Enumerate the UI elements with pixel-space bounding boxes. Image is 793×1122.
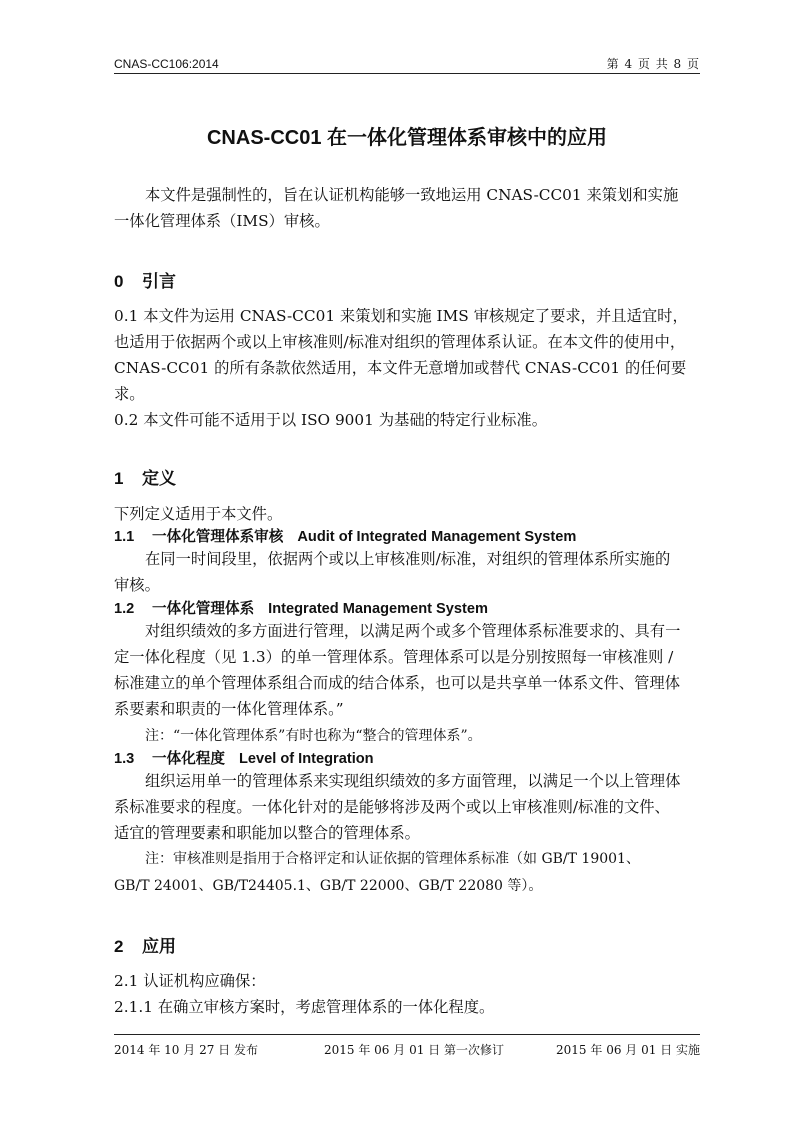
clause-0-1 (114, 303, 700, 407)
term-english: Level of Integration (238, 751, 374, 767)
section-number: 1 (114, 469, 124, 488)
term-number: 1.2 (114, 601, 135, 617)
term-line: 审核。 (114, 576, 160, 594)
term-line: 适宜的管理要素和职能加以整合的管理体系。 (114, 824, 420, 842)
issue-date: 2014 年 10 月 27 日 发布 (114, 1043, 258, 1057)
intro-line: 一体化管理体系（IMS）审核。 (114, 212, 330, 230)
term-heading-1-2 (114, 598, 488, 620)
intro-line: 本文件是强制性的，旨在认证机构能够一致地运用 CNAS-CC01 来策划和实施 (145, 186, 679, 204)
term-note-1-2: 注：“一体化管理体系”有时也称为“整合的管理体系”。 (145, 728, 482, 744)
clause-line: 也适用于依据两个或以上审核准则/标准对组织的管理体系认证。在本文件的使用中， (114, 333, 686, 351)
term-heading-1-1 (114, 526, 576, 548)
note-line: 注：审核准则是指用于合格评定和认证依据的管理体系标准（如 GB/T 19001、 (145, 851, 640, 867)
term-heading-1-3 (114, 748, 374, 770)
document-code: CNAS-CC106:2014 (114, 57, 219, 71)
term-note-1-3 (114, 846, 700, 900)
term-body-1-2 (114, 618, 700, 722)
section-number: 2 (114, 937, 124, 956)
clause-line: 求。 (114, 385, 145, 403)
intro-paragraph (114, 182, 700, 234)
term-english: Integrated Management System (268, 601, 488, 617)
section-title: 引言 (142, 272, 176, 291)
note-line: GB/T 24001、GB/T24405.1、GB/T 22000、GB/T 22080 等）。 (114, 878, 543, 894)
effective-date: 2015 年 06 月 01 日 实施 (556, 1043, 700, 1057)
page-number: 第 4 页 共 8 页 (606, 57, 700, 71)
section-heading-1 (114, 467, 176, 491)
term-chinese: 一体化管理体系审核 (152, 529, 284, 545)
term-english: Audit of Integrated Management System (297, 529, 577, 545)
clause-line: 0.1 本文件为运用 CNAS-CC01 来策划和实施 IMS 审核规定了要求，并且适宜时， (114, 307, 688, 325)
term-number: 1.3 (114, 751, 135, 767)
term-body-1-3 (114, 768, 700, 846)
term-line: 标准建立的单个管理体系组合而成的结合体系，也可以是共享单一体系文件、管理体 (114, 674, 680, 692)
term-line: 在同一时间段里，依据两个或以上审核准则/标准，对组织的管理体系所实施的 (145, 550, 671, 568)
term-line: 组织运用单一的管理体系来实现组织绩效的多方面管理，以满足一个以上管理体 (145, 772, 681, 790)
section-heading-2 (114, 935, 176, 959)
term-chinese: 一体化管理体系 (152, 601, 255, 617)
section-number: 0 (114, 272, 124, 291)
term-chinese: 一体化程度 (152, 751, 225, 767)
term-line: 定一体化程度（见 1.3）的单一管理体系。管理体系可以是分别按照每一审核准则 / (114, 648, 674, 666)
term-line: 对组织绩效的多方面进行管理，以满足两个或多个管理体系标准要求的、具有一 (145, 622, 681, 640)
section-title: 定义 (142, 469, 176, 488)
clause-2-1-1: 2.1.1 在确立审核方案时，考虑管理体系的一体化程度。 (114, 998, 495, 1016)
term-body-1-1 (114, 546, 700, 598)
document-page (114, 0, 700, 1122)
definitions-intro: 下列定义适用于本文件。 (114, 505, 283, 523)
page-header (114, 57, 700, 74)
term-number: 1.1 (114, 529, 135, 545)
page-footer (114, 1034, 700, 1057)
revision-date: 2015 年 06 月 01 日 第一次修订 (324, 1043, 504, 1057)
clause-line: CNAS-CC01 的所有条款依然适用，本文件无意增加或替代 CNAS-CC01 的任何要 (114, 359, 687, 377)
document-title: CNAS-CC01 在一体化管理体系审核中的应用 (206, 127, 608, 149)
term-line: 系标准要求的程度。一体化针对的是能够将涉及两个或以上审核准则/标准的文件、 (114, 798, 670, 816)
clause-0-2: 0.2 本文件可能不适用于以 ISO 9001 为基础的特定行业标准。 (114, 411, 548, 429)
section-title: 应用 (142, 937, 176, 956)
clause-2-1: 2.1 认证机构应确保： (114, 972, 266, 990)
term-line: 系要素和职责的一体化管理体系。” (114, 700, 344, 718)
section-heading-0 (114, 270, 176, 294)
